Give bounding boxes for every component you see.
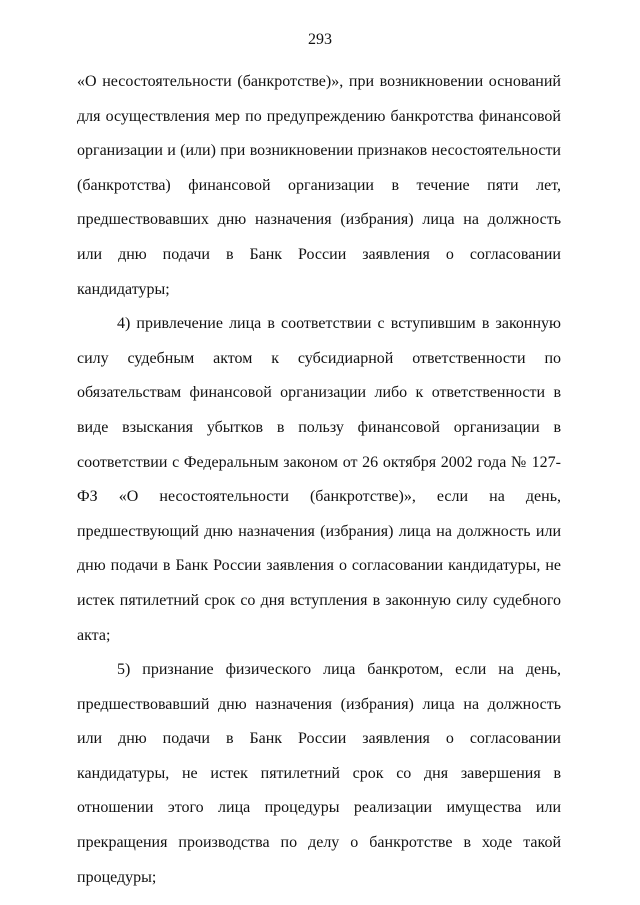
paragraph-item-4: 4) привлечение лица в соответствии с вступившим в законную силу судебным актом к субсидиарной ответственности по обязательствам финансовой организации либо к ответственности в виде взыскания убытков в пользу финансовой организации в соответствии с Федеральным законом от 26 октября 2002 года № 127-ФЗ «О несостоятельности (банкротстве)», если на день, предшествующий дню назначения (избрания) лица на должность или дню подачи в Банк России заявления о согласовании кандидатуры, не истек пятилетний срок со дня вступления в законную силу судебного акта; (77, 315, 561, 644)
paragraph-continuation: «О несостоятельности (банкротстве)», при возникновении оснований для осуществления мер по предупреждению банкротства финансовой организации и (или) при возникновении признаков несостоятельности (банкротства) финансовой организации в течение пяти лет, предшествовавших дню назначения (избрания) лица на должность или дню подачи в Банк России заявления о согласовании кандидатуры; (77, 73, 561, 298)
document-body (77, 65, 561, 895)
page-number: 293 (308, 31, 332, 48)
paragraph-item-5: 5) признание физического лица банкротом, если на день, предшествовавший дню назначения (избрания) лица на должность или дню подачи в Банк России заявления о согласовании кандидатуры, не истек пятилетний срок со дня завершения в отношении этого лица процедуры реализации имущества или прекращения производства по делу о банкротстве в ходе такой процедуры; (77, 661, 561, 886)
